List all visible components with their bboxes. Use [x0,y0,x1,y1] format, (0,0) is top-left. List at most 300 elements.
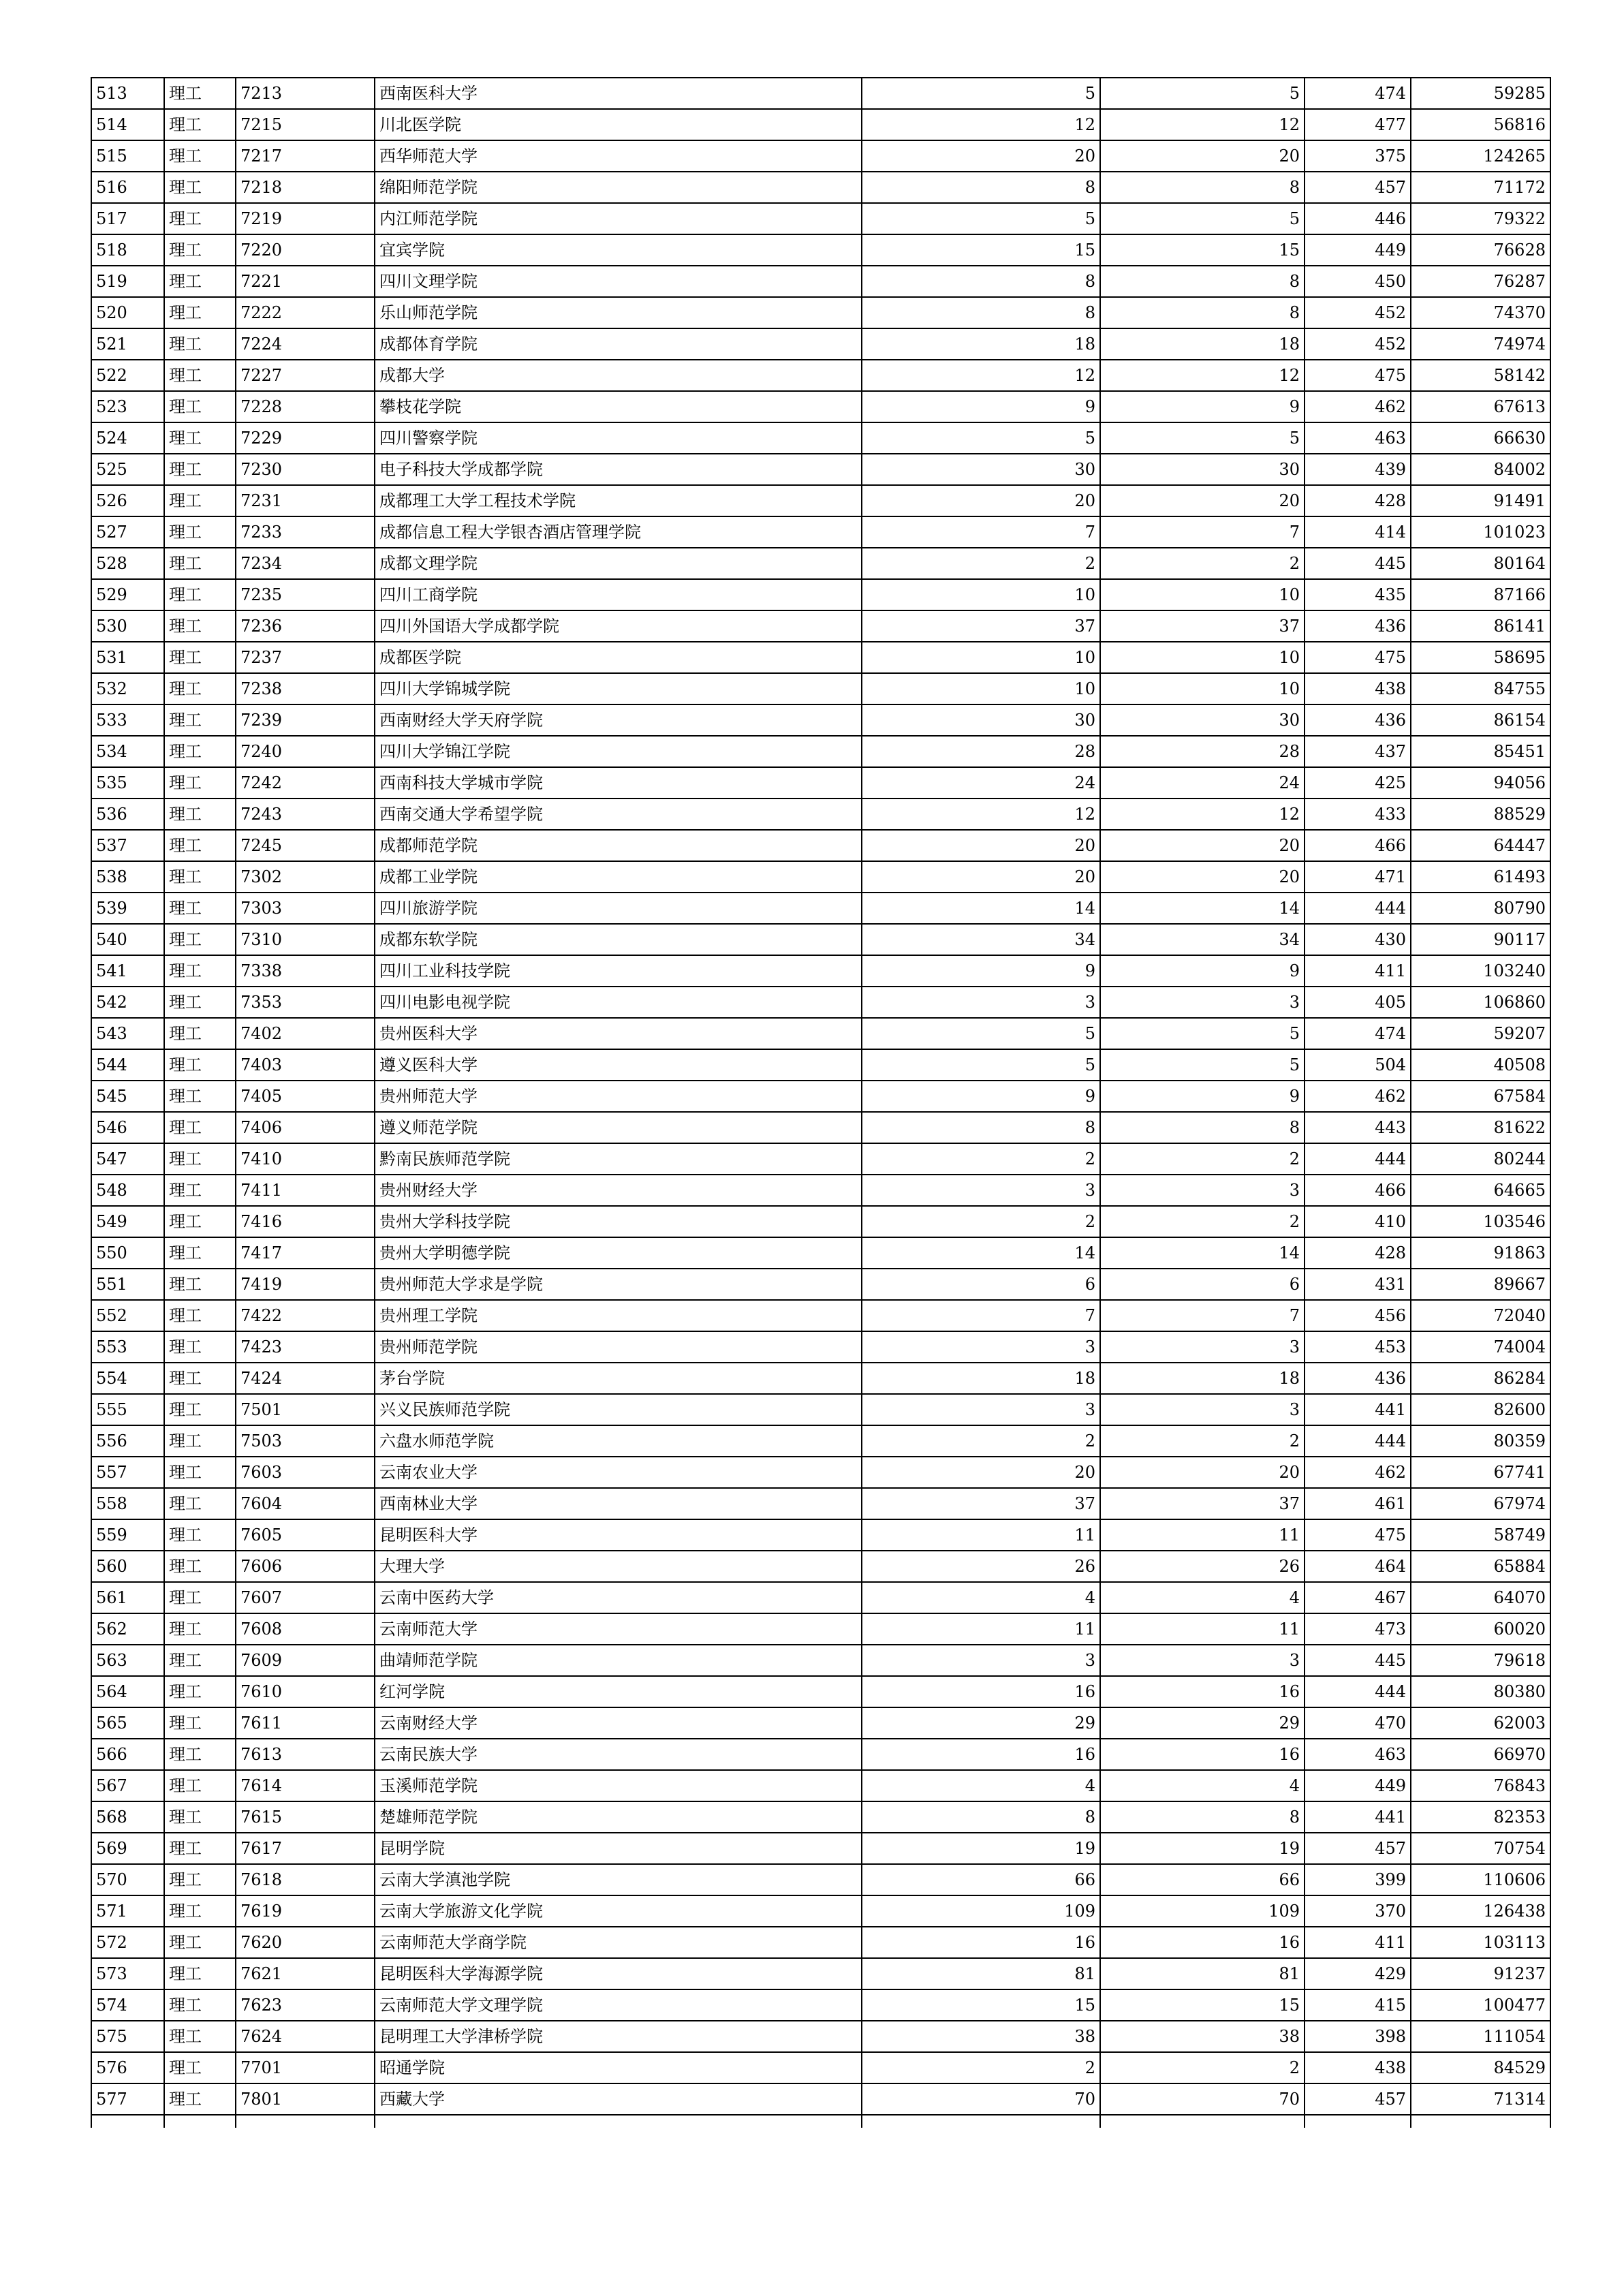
table-row [91,1770,1550,1801]
category-cell: 理工 [164,1676,236,1707]
table-row [91,1707,1550,1739]
category-cell: 理工 [164,1958,236,1989]
school-name-cell: 成都信息工程大学银杏酒店管理学院 [375,516,862,548]
planned-count-cell: 2 [862,1425,1100,1457]
planned-count-cell: 5 [862,1018,1100,1049]
min-score-cell: 436 [1305,610,1411,642]
row-number-cell: 533 [91,704,164,736]
school-code-cell: 7604 [236,1488,375,1519]
school-name-cell: 西南交通大学希望学院 [375,799,862,830]
admitted-count-cell: 16 [1100,1927,1305,1958]
empty-cell [1100,2115,1305,2128]
school-name-cell: 内江师范学院 [375,203,862,234]
min-score-cell: 463 [1305,422,1411,454]
school-code-cell: 7240 [236,736,375,767]
min-score-cell: 431 [1305,1269,1411,1300]
min-score-cell: 444 [1305,1676,1411,1707]
school-code-cell: 7227 [236,360,375,391]
min-score-cell: 466 [1305,830,1411,861]
min-score-cell: 477 [1305,109,1411,140]
admitted-count-cell: 30 [1100,454,1305,485]
row-number-cell: 555 [91,1394,164,1425]
category-cell: 理工 [164,1049,236,1081]
admitted-count-cell: 10 [1100,579,1305,610]
row-number-cell: 543 [91,1018,164,1049]
category-cell: 理工 [164,1864,236,1895]
category-cell: 理工 [164,736,236,767]
category-cell: 理工 [164,1237,236,1269]
min-score-cell: 445 [1305,1645,1411,1676]
planned-count-cell: 24 [862,767,1100,799]
row-number-cell: 554 [91,1363,164,1394]
school-name-cell: 西华师范大学 [375,140,862,172]
table-row [91,673,1550,704]
admitted-count-cell: 14 [1100,1237,1305,1269]
table-row [91,1739,1550,1770]
planned-count-cell: 30 [862,454,1100,485]
planned-count-cell: 14 [862,893,1100,924]
school-code-cell: 7608 [236,1613,375,1645]
table-row [91,1895,1550,1927]
admitted-count-cell: 20 [1100,830,1305,861]
school-name-cell: 成都理工大学工程技术学院 [375,485,862,516]
min-score-cell: 428 [1305,485,1411,516]
admitted-count-cell: 5 [1100,1049,1305,1081]
row-number-cell: 576 [91,2052,164,2083]
category-cell: 理工 [164,391,236,422]
category-cell: 理工 [164,172,236,203]
row-number-cell: 524 [91,422,164,454]
table-row [91,422,1550,454]
admitted-count-cell: 2 [1100,2052,1305,2083]
school-name-cell: 乐山师范学院 [375,297,862,328]
school-code-cell: 7230 [236,454,375,485]
school-name-cell: 成都工业学院 [375,861,862,893]
table-row [91,1206,1550,1237]
admitted-count-cell: 18 [1100,328,1305,360]
category-cell: 理工 [164,924,236,955]
table-row [91,1801,1550,1833]
min-score-cell: 444 [1305,893,1411,924]
table-row [91,2021,1550,2052]
admitted-count-cell: 11 [1100,1613,1305,1645]
table-row [91,861,1550,893]
school-code-cell: 7501 [236,1394,375,1425]
admitted-count-cell: 2 [1100,1206,1305,1237]
school-code-cell: 7239 [236,704,375,736]
school-code-cell: 7405 [236,1081,375,1112]
planned-count-cell: 20 [862,485,1100,516]
min-score-cell: 453 [1305,1331,1411,1363]
planned-count-cell: 12 [862,799,1100,830]
rank-cell: 103546 [1411,1206,1550,1237]
rank-cell: 58749 [1411,1519,1550,1551]
school-name-cell: 遵义师范学院 [375,1112,862,1143]
table-row [91,1645,1550,1676]
admitted-count-cell: 12 [1100,799,1305,830]
school-name-cell: 昆明理工大学津桥学院 [375,2021,862,2052]
school-code-cell: 7302 [236,861,375,893]
row-number-cell: 540 [91,924,164,955]
category-cell: 理工 [164,1551,236,1582]
planned-count-cell: 8 [862,172,1100,203]
min-score-cell: 435 [1305,579,1411,610]
rank-cell: 84529 [1411,2052,1550,2083]
min-score-cell: 467 [1305,1582,1411,1613]
min-score-cell: 475 [1305,1519,1411,1551]
planned-count-cell: 11 [862,1519,1100,1551]
school-name-cell: 成都体育学院 [375,328,862,360]
rank-cell: 67584 [1411,1081,1550,1112]
table-row [91,736,1550,767]
row-number-cell: 525 [91,454,164,485]
table-row [91,1112,1550,1143]
planned-count-cell: 81 [862,1958,1100,1989]
row-number-cell: 532 [91,673,164,704]
row-number-cell: 569 [91,1833,164,1864]
school-name-cell: 四川外国语大学成都学院 [375,610,862,642]
table-row [91,78,1550,109]
school-code-cell: 7219 [236,203,375,234]
row-number-cell: 516 [91,172,164,203]
planned-count-cell: 3 [862,987,1100,1018]
planned-count-cell: 3 [862,1645,1100,1676]
school-code-cell: 7621 [236,1958,375,1989]
planned-count-cell: 4 [862,1582,1100,1613]
admitted-count-cell: 26 [1100,1551,1305,1582]
category-cell: 理工 [164,1143,236,1175]
school-code-cell: 7619 [236,1895,375,1927]
school-code-cell: 7402 [236,1018,375,1049]
row-number-cell: 562 [91,1613,164,1645]
category-cell: 理工 [164,1425,236,1457]
school-name-cell: 黔南民族师范学院 [375,1143,862,1175]
rank-cell: 59285 [1411,78,1550,109]
admitted-count-cell: 24 [1100,767,1305,799]
min-score-cell: 411 [1305,1927,1411,1958]
school-name-cell: 四川警察学院 [375,422,862,454]
min-score-cell: 466 [1305,1175,1411,1206]
row-number-cell: 541 [91,955,164,987]
school-name-cell: 贵州师范学院 [375,1331,862,1363]
category-cell: 理工 [164,266,236,297]
school-code-cell: 7424 [236,1363,375,1394]
row-number-cell: 513 [91,78,164,109]
school-name-cell: 茅台学院 [375,1363,862,1394]
table-row [91,1989,1550,2021]
admitted-count-cell: 8 [1100,1801,1305,1833]
admitted-count-cell: 3 [1100,1645,1305,1676]
category-cell: 理工 [164,1895,236,1927]
school-name-cell: 四川大学锦城学院 [375,673,862,704]
row-number-cell: 544 [91,1049,164,1081]
school-name-cell: 成都文理学院 [375,548,862,579]
rank-cell: 62003 [1411,1707,1550,1739]
category-cell: 理工 [164,1081,236,1112]
planned-count-cell: 37 [862,1488,1100,1519]
min-score-cell: 415 [1305,1989,1411,2021]
planned-count-cell: 20 [862,861,1100,893]
rank-cell: 90117 [1411,924,1550,955]
admitted-count-cell: 20 [1100,485,1305,516]
min-score-cell: 449 [1305,234,1411,266]
rank-cell: 58695 [1411,642,1550,673]
row-number-cell: 567 [91,1770,164,1801]
admitted-count-cell: 20 [1100,1457,1305,1488]
planned-count-cell: 29 [862,1707,1100,1739]
school-code-cell: 7607 [236,1582,375,1613]
school-name-cell: 楚雄师范学院 [375,1801,862,1833]
category-cell: 理工 [164,1175,236,1206]
row-number-cell: 529 [91,579,164,610]
category-cell: 理工 [164,2052,236,2083]
rank-cell: 71314 [1411,2083,1550,2115]
row-number-cell: 548 [91,1175,164,1206]
table-row [91,360,1550,391]
admitted-count-cell: 5 [1100,78,1305,109]
min-score-cell: 433 [1305,799,1411,830]
row-number-cell: 564 [91,1676,164,1707]
admitted-count-cell: 7 [1100,516,1305,548]
rank-cell: 59207 [1411,1018,1550,1049]
admitted-count-cell: 37 [1100,1488,1305,1519]
table-row [91,1519,1550,1551]
row-number-cell: 571 [91,1895,164,1927]
school-name-cell: 四川电影电视学院 [375,987,862,1018]
row-number-cell: 546 [91,1112,164,1143]
planned-count-cell: 16 [862,1927,1100,1958]
planned-count-cell: 109 [862,1895,1100,1927]
row-number-cell: 536 [91,799,164,830]
table-row [91,1143,1550,1175]
min-score-cell: 450 [1305,266,1411,297]
row-number-cell: 552 [91,1300,164,1331]
empty-cell [236,2115,375,2128]
rank-cell: 103113 [1411,1927,1550,1958]
min-score-cell: 456 [1305,1300,1411,1331]
school-name-cell: 贵州师范大学 [375,1081,862,1112]
admitted-count-cell: 66 [1100,1864,1305,1895]
admitted-count-cell: 37 [1100,610,1305,642]
school-code-cell: 7217 [236,140,375,172]
school-code-cell: 7338 [236,955,375,987]
school-name-cell: 红河学院 [375,1676,862,1707]
category-cell: 理工 [164,1801,236,1833]
category-cell: 理工 [164,1739,236,1770]
category-cell: 理工 [164,1112,236,1143]
school-name-cell: 西南医科大学 [375,78,862,109]
category-cell: 理工 [164,2083,236,2115]
school-code-cell: 7303 [236,893,375,924]
min-score-cell: 430 [1305,924,1411,955]
table-row [91,297,1550,328]
planned-count-cell: 6 [862,1269,1100,1300]
school-code-cell: 7503 [236,1425,375,1457]
min-score-cell: 438 [1305,2052,1411,2083]
admitted-count-cell: 5 [1100,1018,1305,1049]
min-score-cell: 436 [1305,704,1411,736]
school-code-cell: 7419 [236,1269,375,1300]
min-score-cell: 446 [1305,203,1411,234]
category-cell: 理工 [164,955,236,987]
min-score-cell: 470 [1305,1707,1411,1739]
rank-cell: 101023 [1411,516,1550,548]
table-row [91,516,1550,548]
min-score-cell: 437 [1305,736,1411,767]
school-code-cell: 7624 [236,2021,375,2052]
category-cell: 理工 [164,830,236,861]
planned-count-cell: 12 [862,109,1100,140]
category-cell: 理工 [164,610,236,642]
school-name-cell: 川北医学院 [375,109,862,140]
min-score-cell: 457 [1305,172,1411,203]
category-cell: 理工 [164,987,236,1018]
rank-cell: 103240 [1411,955,1550,987]
table-row [91,767,1550,799]
min-score-cell: 452 [1305,297,1411,328]
table-body [91,78,1550,2128]
category-cell: 理工 [164,704,236,736]
school-name-cell: 云南财经大学 [375,1707,862,1739]
school-code-cell: 7617 [236,1833,375,1864]
school-name-cell: 贵州理工学院 [375,1300,862,1331]
school-name-cell: 云南农业大学 [375,1457,862,1488]
planned-count-cell: 16 [862,1676,1100,1707]
table-row [91,579,1550,610]
admitted-count-cell: 20 [1100,140,1305,172]
school-code-cell: 7215 [236,109,375,140]
row-number-cell: 566 [91,1739,164,1770]
school-name-cell: 绵阳师范学院 [375,172,862,203]
category-cell: 理工 [164,422,236,454]
rank-cell: 80164 [1411,548,1550,579]
admitted-count-cell: 8 [1100,1112,1305,1143]
category-cell: 理工 [164,234,236,266]
school-code-cell: 7605 [236,1519,375,1551]
min-score-cell: 405 [1305,987,1411,1018]
school-code-cell: 7236 [236,610,375,642]
min-score-cell: 464 [1305,1551,1411,1582]
rank-cell: 65884 [1411,1551,1550,1582]
school-name-cell: 成都师范学院 [375,830,862,861]
school-name-cell: 六盘水师范学院 [375,1425,862,1457]
school-code-cell: 7611 [236,1707,375,1739]
min-score-cell: 474 [1305,78,1411,109]
category-cell: 理工 [164,799,236,830]
school-code-cell: 7614 [236,1770,375,1801]
admitted-count-cell: 15 [1100,1989,1305,2021]
planned-count-cell: 12 [862,360,1100,391]
row-number-cell: 527 [91,516,164,548]
category-cell: 理工 [164,1331,236,1363]
rank-cell: 64447 [1411,830,1550,861]
school-name-cell: 西南林业大学 [375,1488,862,1519]
row-number-cell: 518 [91,234,164,266]
planned-count-cell: 37 [862,610,1100,642]
admitted-count-cell: 3 [1100,1175,1305,1206]
rank-cell: 74974 [1411,328,1550,360]
min-score-cell: 462 [1305,391,1411,422]
row-number-cell: 542 [91,987,164,1018]
admitted-count-cell: 12 [1100,109,1305,140]
school-code-cell: 7618 [236,1864,375,1895]
table-row [91,328,1550,360]
planned-count-cell: 5 [862,203,1100,234]
school-code-cell: 7423 [236,1331,375,1363]
table-row [91,234,1550,266]
admitted-count-cell: 2 [1100,1425,1305,1457]
planned-count-cell: 5 [862,1049,1100,1081]
table-row [91,1331,1550,1363]
admitted-count-cell: 2 [1100,1143,1305,1175]
row-number-cell: 568 [91,1801,164,1833]
min-score-cell: 375 [1305,140,1411,172]
rank-cell: 61493 [1411,861,1550,893]
category-cell: 理工 [164,1519,236,1551]
table-row [91,391,1550,422]
min-score-cell: 452 [1305,328,1411,360]
category-cell: 理工 [164,109,236,140]
min-score-cell: 439 [1305,454,1411,485]
rank-cell: 67741 [1411,1457,1550,1488]
admitted-count-cell: 4 [1100,1770,1305,1801]
school-code-cell: 7623 [236,1989,375,2021]
admitted-count-cell: 38 [1100,2021,1305,2052]
table-row-cutoff [91,2115,1550,2128]
admitted-count-cell: 34 [1100,924,1305,955]
category-cell: 理工 [164,454,236,485]
category-cell: 理工 [164,1488,236,1519]
table-row [91,109,1550,140]
school-name-cell: 昆明医科大学海源学院 [375,1958,862,1989]
rank-cell: 80380 [1411,1676,1550,1707]
category-cell: 理工 [164,1770,236,1801]
school-name-cell: 云南大学滇池学院 [375,1864,862,1895]
school-code-cell: 7245 [236,830,375,861]
school-code-cell: 7613 [236,1739,375,1770]
rank-cell: 70754 [1411,1833,1550,1864]
table-row [91,893,1550,924]
school-code-cell: 7406 [236,1112,375,1143]
school-name-cell: 四川大学锦江学院 [375,736,862,767]
row-number-cell: 534 [91,736,164,767]
school-code-cell: 7417 [236,1237,375,1269]
rank-cell: 86154 [1411,704,1550,736]
admission-table [91,77,1551,2128]
empty-cell [1305,2115,1411,2128]
school-name-cell: 四川旅游学院 [375,893,862,924]
school-name-cell: 西南科技大学城市学院 [375,767,862,799]
school-code-cell: 7235 [236,579,375,610]
rank-cell: 88529 [1411,799,1550,830]
school-code-cell: 7220 [236,234,375,266]
row-number-cell: 539 [91,893,164,924]
category-cell: 理工 [164,548,236,579]
min-score-cell: 462 [1305,1081,1411,1112]
school-name-cell: 成都东软学院 [375,924,862,955]
planned-count-cell: 2 [862,548,1100,579]
planned-count-cell: 3 [862,1331,1100,1363]
category-cell: 理工 [164,360,236,391]
rank-cell: 86284 [1411,1363,1550,1394]
row-number-cell: 531 [91,642,164,673]
min-score-cell: 438 [1305,673,1411,704]
row-number-cell: 538 [91,861,164,893]
admitted-count-cell: 3 [1100,987,1305,1018]
planned-count-cell: 16 [862,1739,1100,1770]
school-name-cell: 西藏大学 [375,2083,862,2115]
admitted-count-cell: 12 [1100,360,1305,391]
